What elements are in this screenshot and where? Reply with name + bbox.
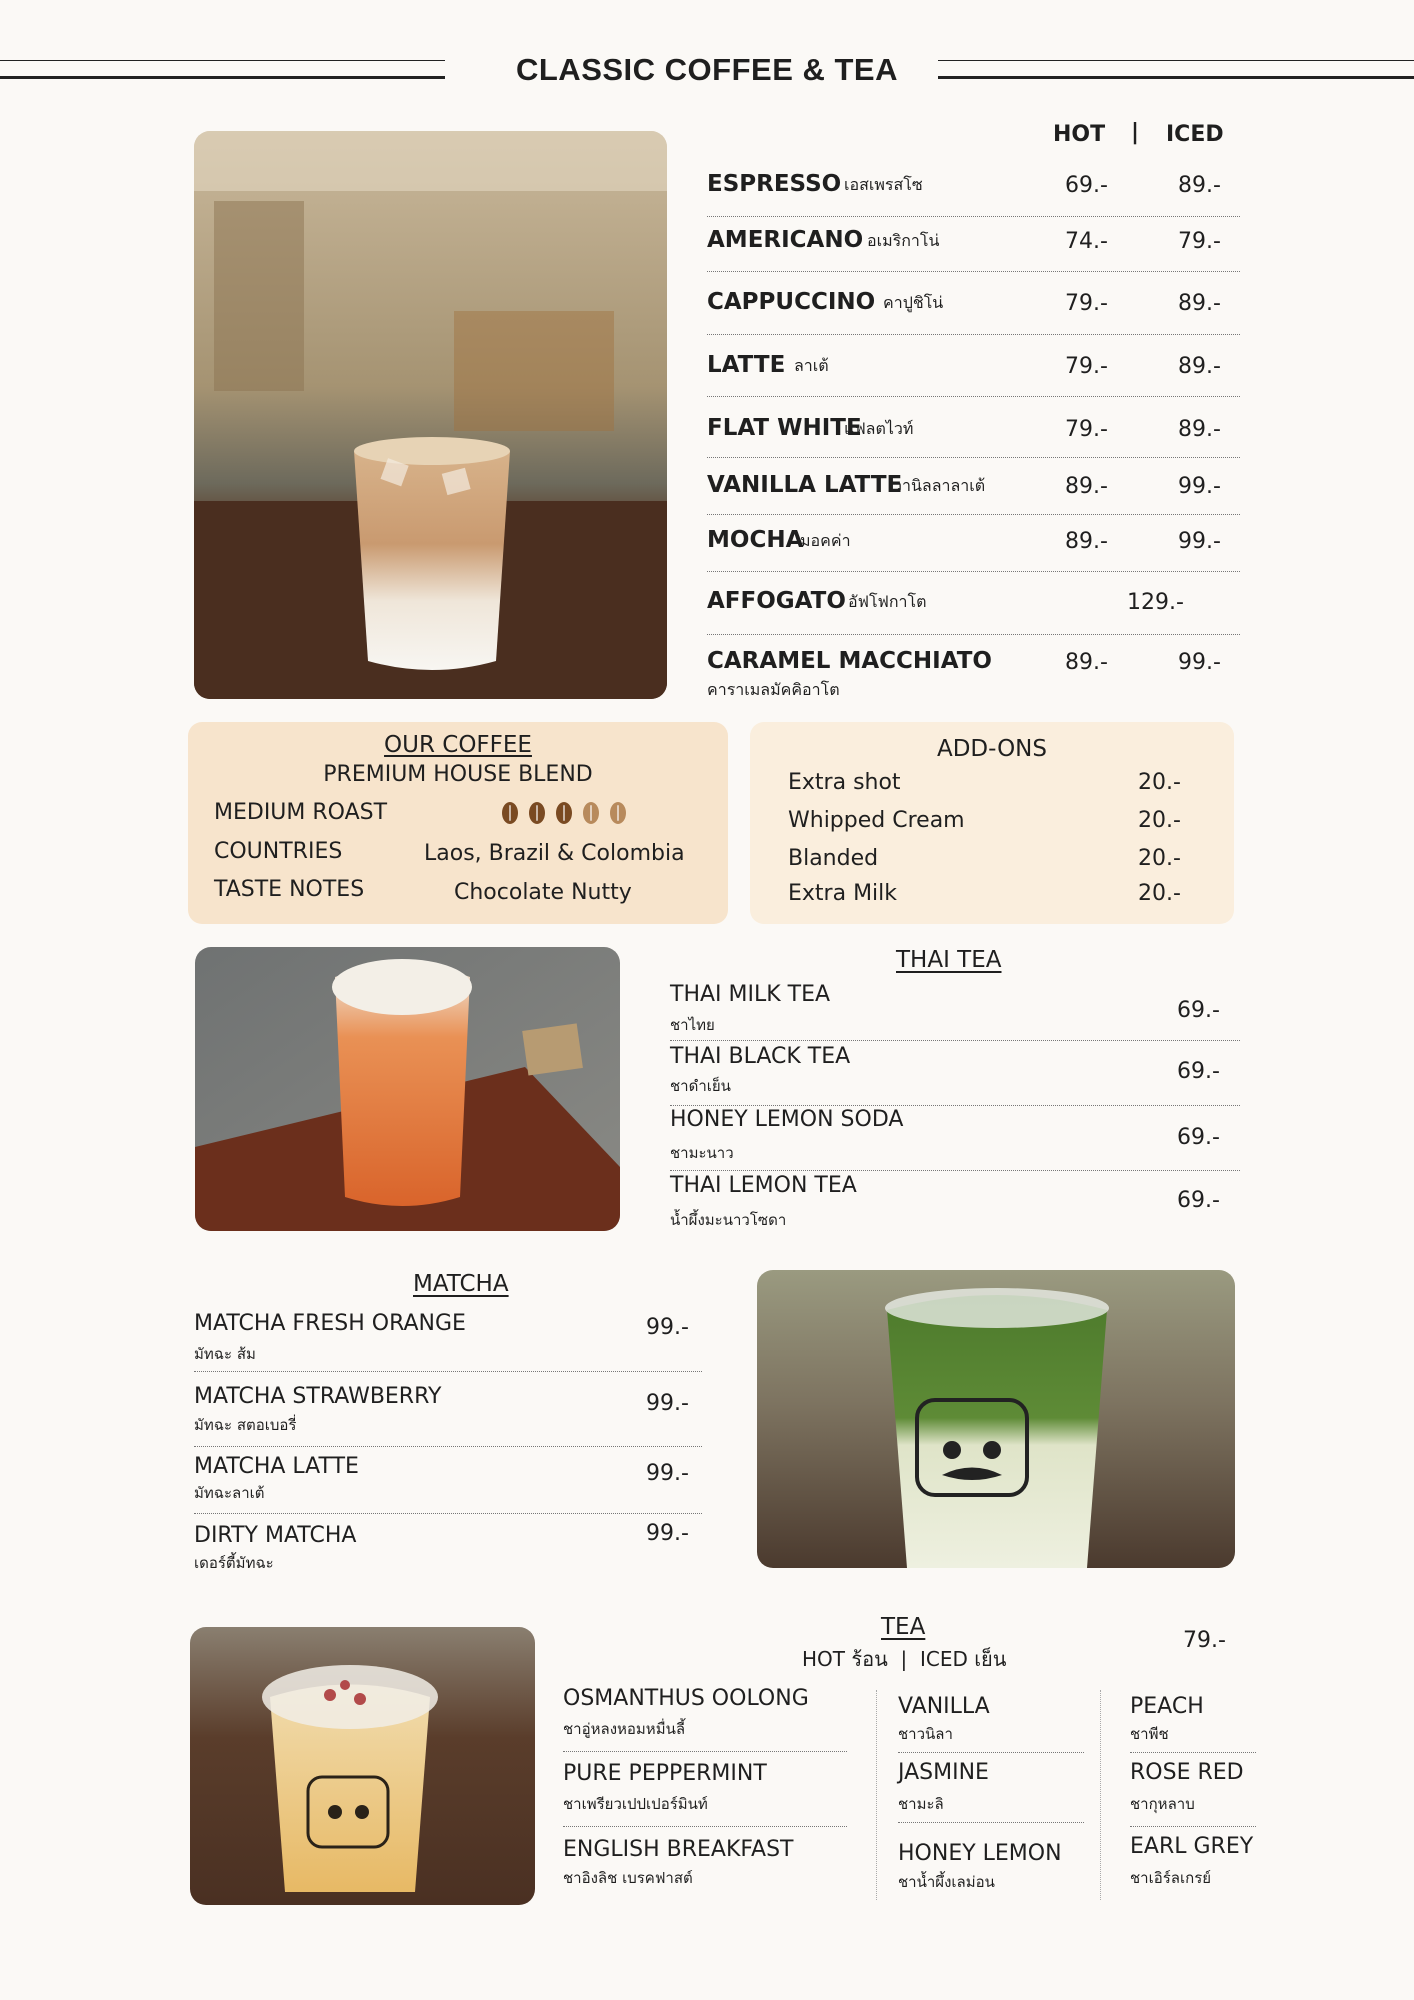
taste-notes-label: TASTE NOTES <box>214 877 365 902</box>
thai-tea-photo <box>195 947 620 1231</box>
coffee-item-iced-price: 99.- <box>1178 650 1221 675</box>
taste-notes-value: Chocolate Nutty <box>454 880 632 905</box>
coffee-item-hot-price: 79.- <box>1065 354 1108 379</box>
our-coffee-title: OUR COFFEE <box>384 732 532 758</box>
tea-item-thai: ชาอู่หลงหอมหมื่นลี้ <box>563 1720 686 1738</box>
addon-price: 20.- <box>1138 881 1181 906</box>
tea-item-name: OSMANTHUS OOLONG <box>563 1686 809 1711</box>
row-divider <box>707 571 1240 572</box>
coffee-item-thai: แฟลตไวท์ <box>844 419 914 438</box>
row-divider <box>707 514 1240 515</box>
thai-tea-item-thai: น้ำผึ้งมะนาวโซดา <box>670 1211 787 1229</box>
coffee-item-hot-price: 74.- <box>1065 229 1108 254</box>
coffee-item-thai: คาปูชิโน่ <box>883 293 944 312</box>
row-divider <box>707 457 1240 458</box>
coffee-bean-icon <box>556 802 572 824</box>
tea-subtitle: HOT ร้อน | ICED เย็น <box>802 1647 1007 1671</box>
thai-tea-item-name: THAI LEMON TEA <box>670 1173 857 1198</box>
coffee-item-iced-price: 89.- <box>1178 173 1221 198</box>
thai-tea-item-price: 69.- <box>1177 998 1220 1023</box>
tea-item-thai: ชาพีช <box>1130 1725 1169 1743</box>
coffee-item-iced-price: 79.- <box>1178 229 1221 254</box>
tea-col-separator-1 <box>876 1690 877 1900</box>
roast-level-beans <box>502 802 637 828</box>
coffee-item-iced-price: 89.- <box>1178 354 1221 379</box>
tea-price: 79.- <box>1183 1628 1226 1653</box>
coffee-item-thai: วานิลลาลาเต้ <box>893 476 986 495</box>
tea-item-name: ENGLISH BREAKFAST <box>563 1837 794 1862</box>
matcha-title: MATCHA <box>413 1271 509 1297</box>
addon-price: 20.- <box>1138 846 1181 871</box>
thai-tea-item-name: HONEY LEMON SODA <box>670 1107 904 1132</box>
matcha-item-price: 99.- <box>646 1461 689 1486</box>
iced-column-header: ICED <box>1166 122 1224 147</box>
row-divider <box>1130 1752 1256 1753</box>
coffee-item-thai: มอคค่า <box>800 531 851 550</box>
coffee-item-thai: อัฟโฟกาโต <box>848 592 927 611</box>
matcha-photo <box>757 1270 1235 1568</box>
tea-item-name: VANILLA <box>898 1694 990 1719</box>
addons-card <box>750 722 1234 924</box>
coffee-item-iced-price: 99.- <box>1178 529 1221 554</box>
coffee-item-hot-price: 89.- <box>1065 650 1108 675</box>
coffee-item-thai: อเมริกาโน่ <box>867 231 940 250</box>
column-divider: | <box>1131 120 1140 145</box>
matcha-item-name: DIRTY MATCHA <box>194 1523 357 1548</box>
matcha-item-price: 99.- <box>646 1391 689 1416</box>
coffee-bean-icon <box>529 802 545 824</box>
tea-item-name: HONEY LEMON <box>898 1841 1062 1866</box>
tea-item-thai: ชาอิงลิช เบรคฟาสต์ <box>563 1869 693 1887</box>
tea-item-thai: ชามะลิ <box>898 1795 944 1813</box>
row-divider <box>563 1751 847 1752</box>
thai-tea-item-price: 69.- <box>1177 1188 1220 1213</box>
coffee-item-name: LATTE <box>707 352 786 378</box>
coffee-item-iced-price: 89.- <box>1178 417 1221 442</box>
row-divider <box>707 271 1240 272</box>
hot-column-header: HOT <box>1053 122 1106 147</box>
coffee-bean-icon <box>502 802 518 824</box>
coffee-bean-icon <box>583 802 599 824</box>
row-divider <box>194 1371 702 1372</box>
row-divider <box>898 1752 1084 1753</box>
matcha-item-price: 99.- <box>646 1315 689 1340</box>
addons-title: ADD-ONS <box>936 736 1047 762</box>
thai-tea-item-price: 69.- <box>1177 1059 1220 1084</box>
coffee-item-hot-price: 69.- <box>1065 173 1108 198</box>
row-divider <box>707 634 1240 635</box>
addon-name: Blanded <box>788 846 879 871</box>
coffee-item-name: AMERICANO <box>707 227 864 253</box>
coffee-item-name: FLAT WHITE <box>707 415 862 441</box>
thai-tea-item-thai: ชาดำเย็น <box>670 1077 731 1095</box>
tea-item-name: JASMINE <box>898 1760 989 1785</box>
tea-item-name: ROSE RED <box>1130 1760 1244 1785</box>
matcha-item-thai: มัทฉะลาเต้ <box>194 1484 265 1502</box>
tea-col-separator-2 <box>1100 1690 1101 1900</box>
tea-item-name: EARL GREY <box>1130 1834 1254 1859</box>
row-divider <box>670 1105 1240 1106</box>
fruit-tea-photo <box>190 1627 535 1905</box>
coffee-item-thai: คาราเมลมัคคิอาโต <box>707 680 840 699</box>
addon-price: 20.- <box>1138 808 1181 833</box>
matcha-item-name: MATCHA FRESH ORANGE <box>194 1311 466 1336</box>
thai-tea-item-price: 69.- <box>1177 1125 1220 1150</box>
thai-tea-title: THAI TEA <box>896 947 1002 973</box>
row-divider <box>563 1826 847 1827</box>
row-divider <box>707 396 1240 397</box>
matcha-item-thai: เดอร์ตี้มัทฉะ <box>194 1554 274 1572</box>
thai-tea-item-thai: ชาไทย <box>670 1016 715 1034</box>
our-coffee-subtitle: PREMIUM HOUSE BLEND <box>323 762 593 787</box>
tea-item-thai: ชาเพรียวเปปเปอร์มินท์ <box>563 1795 708 1813</box>
coffee-item-hot-price: 79.- <box>1065 417 1108 442</box>
addon-price: 20.- <box>1138 770 1181 795</box>
countries-value: Laos, Brazil & Colombia <box>424 841 685 866</box>
iced-latte-photo <box>194 131 667 699</box>
coffee-item-name: CAPPUCCINO <box>707 289 876 315</box>
row-divider <box>1130 1826 1256 1827</box>
row-divider <box>898 1822 1084 1823</box>
matcha-item-thai: มัทฉะ ส้ม <box>194 1345 256 1363</box>
page-title: CLASSIC COFFEE & TEA <box>515 52 898 87</box>
coffee-item-hot-price: 89.- <box>1065 529 1108 554</box>
row-divider <box>194 1513 702 1514</box>
addon-name: Whipped Cream <box>788 808 965 833</box>
tea-item-name: PEACH <box>1130 1694 1204 1719</box>
tea-item-name: PURE PEPPERMINT <box>563 1761 767 1786</box>
tea-item-thai: ชาเอิร์ลเกรย์ <box>1130 1869 1212 1887</box>
matcha-item-name: MATCHA STRAWBERRY <box>194 1384 442 1409</box>
our-coffee-card <box>188 722 728 924</box>
coffee-item-iced-price: 89.- <box>1178 291 1221 316</box>
row-divider <box>670 1170 1240 1171</box>
row-divider <box>707 216 1240 217</box>
coffee-item-name: ESPRESSO <box>707 171 842 197</box>
coffee-item-iced-price: 99.- <box>1178 474 1221 499</box>
tea-item-thai: ชาวนิลา <box>898 1725 953 1743</box>
coffee-item-thai: เอสเพรสโซ <box>844 175 923 194</box>
thai-tea-item-name: THAI BLACK TEA <box>670 1044 851 1069</box>
thai-tea-item-thai: ชามะนาว <box>670 1144 734 1162</box>
coffee-item-price: 129.- <box>1127 590 1184 615</box>
coffee-bean-icon <box>610 802 626 824</box>
row-divider <box>707 334 1240 335</box>
coffee-item-name: AFFOGATO <box>707 588 846 614</box>
tea-item-thai: ชาน้ำผึ้งเลม่อน <box>898 1873 995 1891</box>
countries-label: COUNTRIES <box>214 839 343 864</box>
row-divider <box>194 1446 702 1447</box>
coffee-item-thai: ลาเต้ <box>794 356 829 375</box>
tea-title: TEA <box>881 1614 926 1640</box>
matcha-item-price: 99.- <box>646 1521 689 1546</box>
coffee-item-name: MOCHA <box>707 527 804 553</box>
row-divider <box>670 1040 1240 1041</box>
addon-name: Extra Milk <box>788 881 898 906</box>
addon-name: Extra shot <box>788 770 901 795</box>
coffee-item-hot-price: 89.- <box>1065 474 1108 499</box>
roast-label: MEDIUM ROAST <box>214 800 388 825</box>
matcha-item-name: MATCHA LATTE <box>194 1454 359 1479</box>
matcha-item-thai: มัทฉะ สตอเบอรี่ <box>194 1416 297 1434</box>
coffee-item-name: CARAMEL MACCHIATO <box>707 648 992 674</box>
tea-item-thai: ชากุหลาบ <box>1130 1795 1195 1813</box>
coffee-item-hot-price: 79.- <box>1065 291 1108 316</box>
coffee-item-name: VANILLA LATTE <box>707 472 903 498</box>
thai-tea-item-name: THAI MILK TEA <box>670 982 831 1007</box>
